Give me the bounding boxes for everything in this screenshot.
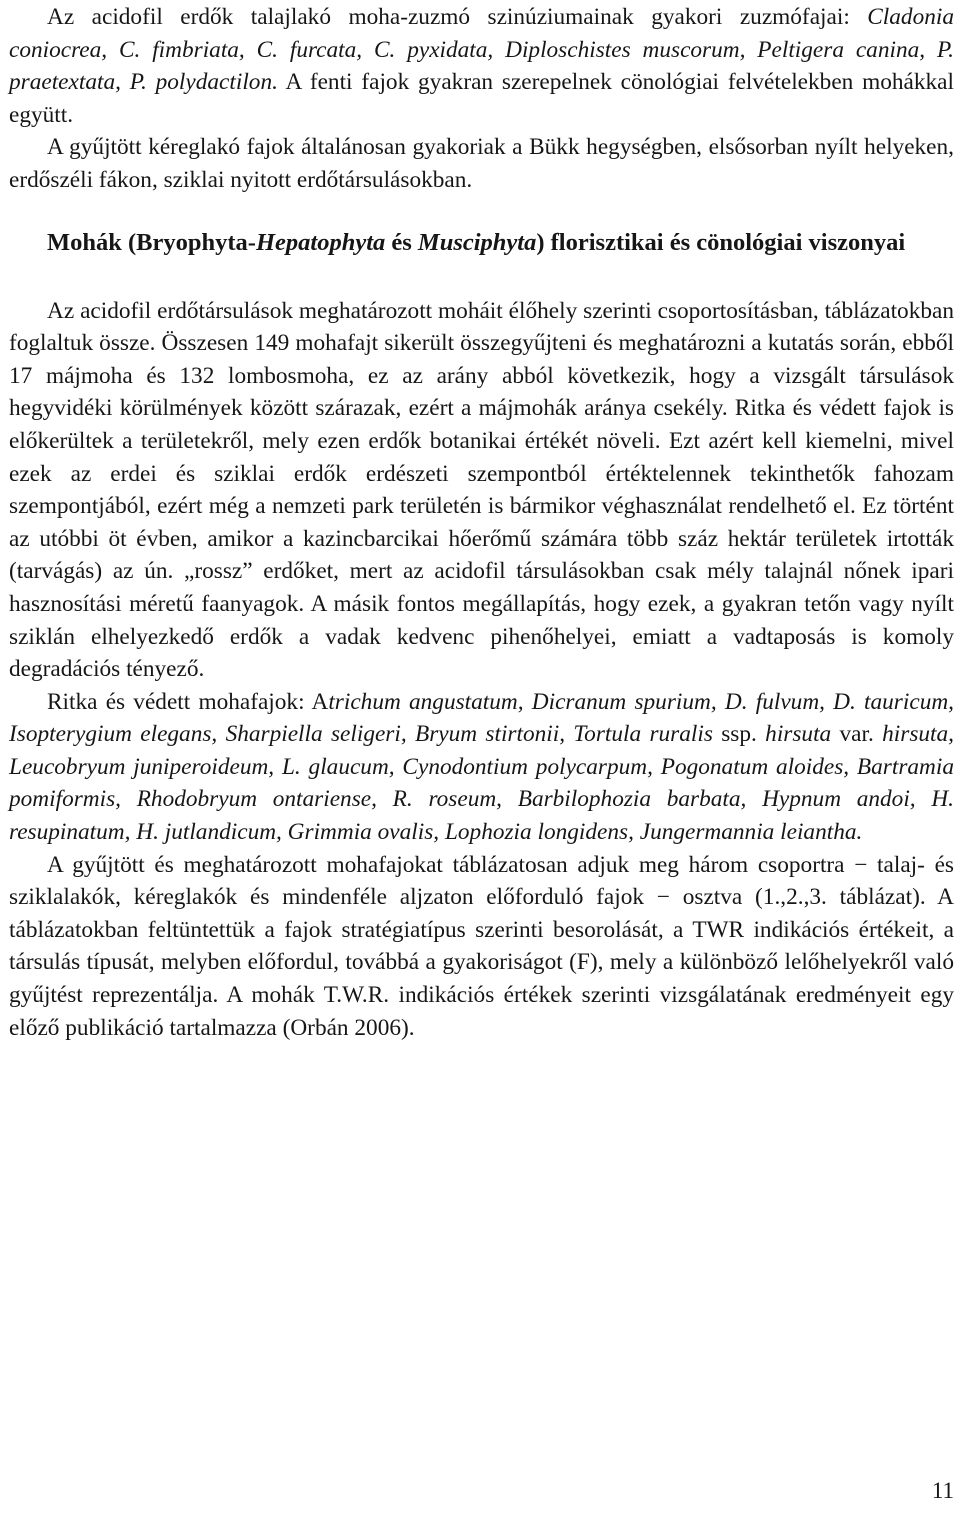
text-run: Az acidofil erdők talajlakó moha-zuzmó szinúziumainak gyakori zuzmófajai: [47,4,868,30]
italic-run: trichum angustatum, Dicranum spurium, D. fulvum, D. tauricum, Isopterygium elegans, Sharpiella seligeri, Bryum stirtonii, Tortula ruralis [9,688,954,748]
text-run: ssp. [712,721,766,748]
text-run: ) florisztikai és cönológiai viszonyai [536,228,906,256]
text-run: Az acidofil erdőtársulások meghatározott moháit élőhely szerinti csoportosításban, táblázatokban foglaltuk össze. Összesen 149 mohafajt sikerült összegyűjteni és meghatározni a kutatás során, ebből 17 májmoha és 132 lombosmoha, ez az arány abból következik, hogy a vizsgált társulások hegyvidéki körülmények között szárazak, ezért a májmohák aránya csekély. Ritka és védett fajok is előkerültek a területekről, mely ezen erdők botanikai értékét növeli. Ezt azért kell kiemelni, mivel ezek az erdei és sziklai erdők erdészeti szempontból értéktelennek tekinthetők fahozam szempontjából, ezért még a nemzeti park területén is bármikor véghasználat rendelhető el. Ez történt az utóbbi öt évben, amikor a kazincbarcikai hőerőmű számára több száz hektár területek irtották (tarvágás) az ún. „rossz” erdőket, mert az acidofil társulásokban csak mély talajnál nőnek ipari hasznosítási méretű faanyagok. A másik fontos megállapítás, hogy ezek, a gyakran tetőn vagy nyílt sziklán elhelyezkedő erdők a vadak kedvenc pihenőhelyei, emiatt a vadtaposás is komoly degradációs tényező. [9,297,954,683]
italic-run: Cladonia coniocrea, C. fimbriata, C. furcata, C. pyxidata, Diploschistes muscorum, Peltigera canina, P. praetextata, P. polydactilon. [9,4,954,96]
text-run: Mohák (Bryophyta- [47,228,256,256]
lichen-species-paragraph [9,1,954,131]
rare-species-paragraph [9,686,954,849]
text-run: A fenti fajok gyakran szerepelnek cönológiai felvételekben mohákkal együtt. [9,69,954,128]
italic-run: hirsuta, Leucobryum juniperoideum, L. glaucum, Cynodontium polycarpum, Pogonatum aloides, Bartramia pomiformis, Rhodobryum ontariense, R. roseum, Barbilophozia barbata, Hypnum andoi, H. resupinatum, H. jutlandicum, Grimmia ovalis, Lophozia longidens, Jungermannia leiantha. [9,721,954,846]
italic-run: hirsuta [765,721,832,748]
italic-run: Hepatophyta [255,228,386,256]
italic-run: Musciphyta [417,228,537,256]
section-heading [9,226,954,259]
text-run: A gyűjtött kéreglakó fajok általánosan gyakoriak a Bükk hegységben, elsősorban nyílt helyeken, erdőszéli fákon, sziklai nyitott erdőtársulásokban. [9,134,954,193]
epiphytic-species-paragraph [9,131,954,196]
text-run: A gyűjtött és meghatározott mohafajokat táblázatosan adjuk meg három csoportra − talaj- és sziklalakók, kéreglakók és mindenféle aljzaton előforduló fajok − osztva (1.,2.,3. táblázat). A táblázatokban feltüntettük a fajok stratégiatípus szerinti besorolását, a TWR indikációs értékeit, a társulás típusát, melyben előfordul, továbbá a gyakoriságot (F), mely a különböző lelőhelyekről való gyűjtést reprezentálja. A mohák T.W.R. indikációs értékek szerinti vizsgálatának eredményeit egy előző publikáció tartalmazza (Orbán 2006). [9,851,954,1041]
tables-description-paragraph [9,849,954,1045]
page-number: 11 [931,1478,954,1503]
text-run: és [385,228,418,256]
text-run: Ritka és védett mohafajok: A [47,688,329,715]
bryophyte-summary-paragraph [9,295,954,686]
document-page [9,0,954,1044]
text-run: var. [831,721,883,748]
